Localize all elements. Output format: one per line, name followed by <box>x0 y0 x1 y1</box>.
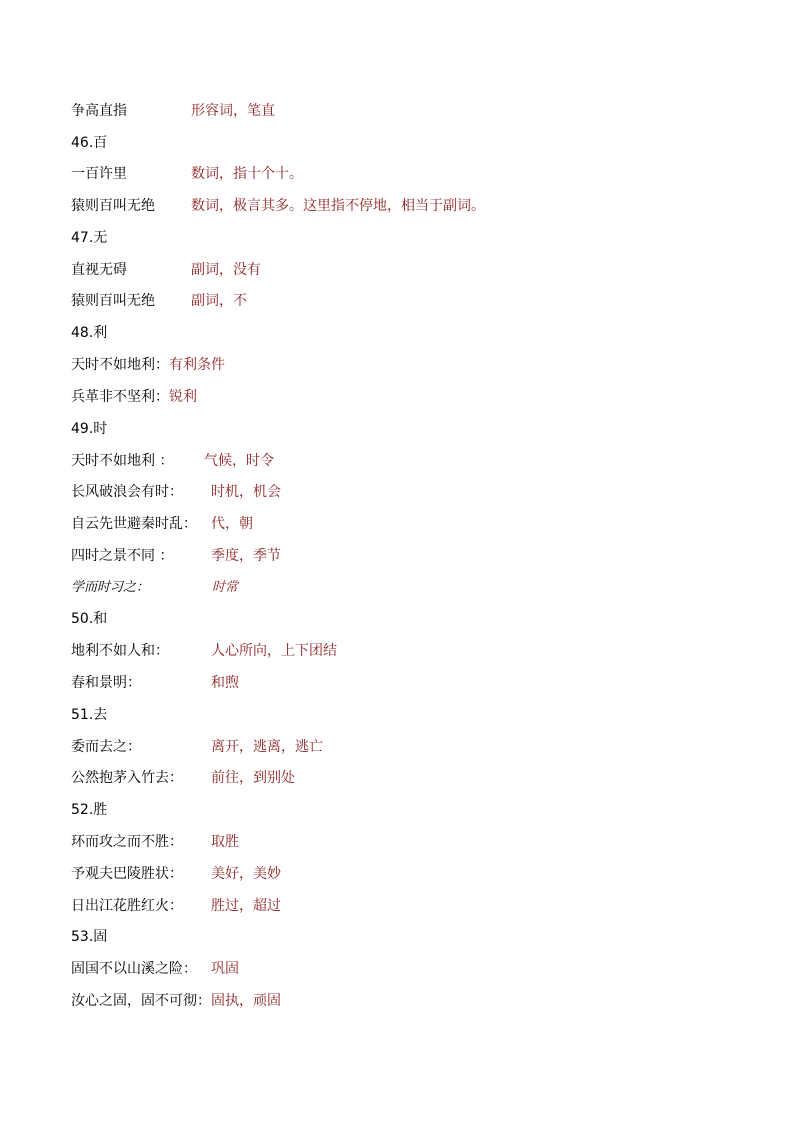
entry-term: 公然抱茅入竹去： <box>71 770 183 786</box>
entry-term: 长风破浪会有时： <box>71 484 183 500</box>
entry-term: 自云先世避秦时乱： <box>71 516 197 532</box>
entry-term: 猿则百叫无绝 <box>71 198 155 214</box>
entry-definition: 有利条件 <box>169 357 225 373</box>
entry-term: 汝心之固，固不可彻： <box>71 993 211 1009</box>
section-heading: 47.无 <box>71 230 108 246</box>
entry-definition: 数词，极言其多。这里指不停地，相当于副词。 <box>191 198 485 214</box>
entry-term: 争高直指 <box>71 103 127 119</box>
entry-term: 予观夫巴陵胜状： <box>71 866 183 882</box>
entry-definition: 形容词，笔直 <box>191 103 275 119</box>
entry-definition: 锐利 <box>169 389 197 405</box>
entry-term: 直视无碍 <box>71 262 127 278</box>
section-heading: 48.利 <box>71 325 108 341</box>
entry-definition: 代，朝 <box>211 516 253 532</box>
entry-term: 地利不如人和： <box>71 643 169 659</box>
entry-definition: 季度，季节 <box>211 548 281 564</box>
entry-term: 春和景明： <box>71 675 141 691</box>
section-heading: 49.时 <box>71 421 108 437</box>
entry-definition: 离开，逃离，逃亡 <box>211 739 323 755</box>
entry-definition: 时机，机会 <box>211 484 281 500</box>
entry-term: 天时不如地利： <box>71 357 169 373</box>
entry-definition: 气候，时令 <box>204 453 274 469</box>
entry-term: 固国不以山溪之险： <box>71 961 197 977</box>
section-heading: 52.胜 <box>71 802 108 818</box>
entry-term: 日出江花胜红火： <box>71 898 183 914</box>
entry-term: 委而去之： <box>71 739 141 755</box>
entry-definition: 固执，顽固 <box>211 993 281 1009</box>
entry-definition: 时常 <box>212 580 239 595</box>
entry-term: 学而时习之： <box>71 580 150 595</box>
entry-term: 一百许里 <box>71 166 127 182</box>
entry-term: 天时不如地利 ： <box>71 453 174 469</box>
entry-term: 环而攻之而不胜： <box>71 834 183 850</box>
entry-definition: 胜过，超过 <box>211 898 281 914</box>
entry-definition: 前往，到别处 <box>211 770 295 786</box>
entry-definition: 数词，指十个十。 <box>191 166 303 182</box>
entry-definition: 美好，美妙 <box>211 866 281 882</box>
section-heading: 51.去 <box>71 707 108 723</box>
entry-definition: 取胜 <box>211 834 239 850</box>
entry-definition: 巩固 <box>211 961 239 977</box>
entry-definition: 副词，没有 <box>191 262 261 278</box>
section-heading: 46.百 <box>71 135 108 151</box>
entry-term: 兵革非不坚利： <box>71 389 169 405</box>
entry-definition: 副词，不 <box>191 293 247 309</box>
entry-term: 猿则百叫无绝 <box>71 293 155 309</box>
entry-term: 四时之景不同 ： <box>71 548 174 564</box>
entry-definition: 和煦 <box>211 675 239 691</box>
section-heading: 53.固 <box>71 929 108 945</box>
entry-definition: 人心所向，上下团结 <box>211 643 337 659</box>
section-heading: 50.和 <box>71 611 108 627</box>
